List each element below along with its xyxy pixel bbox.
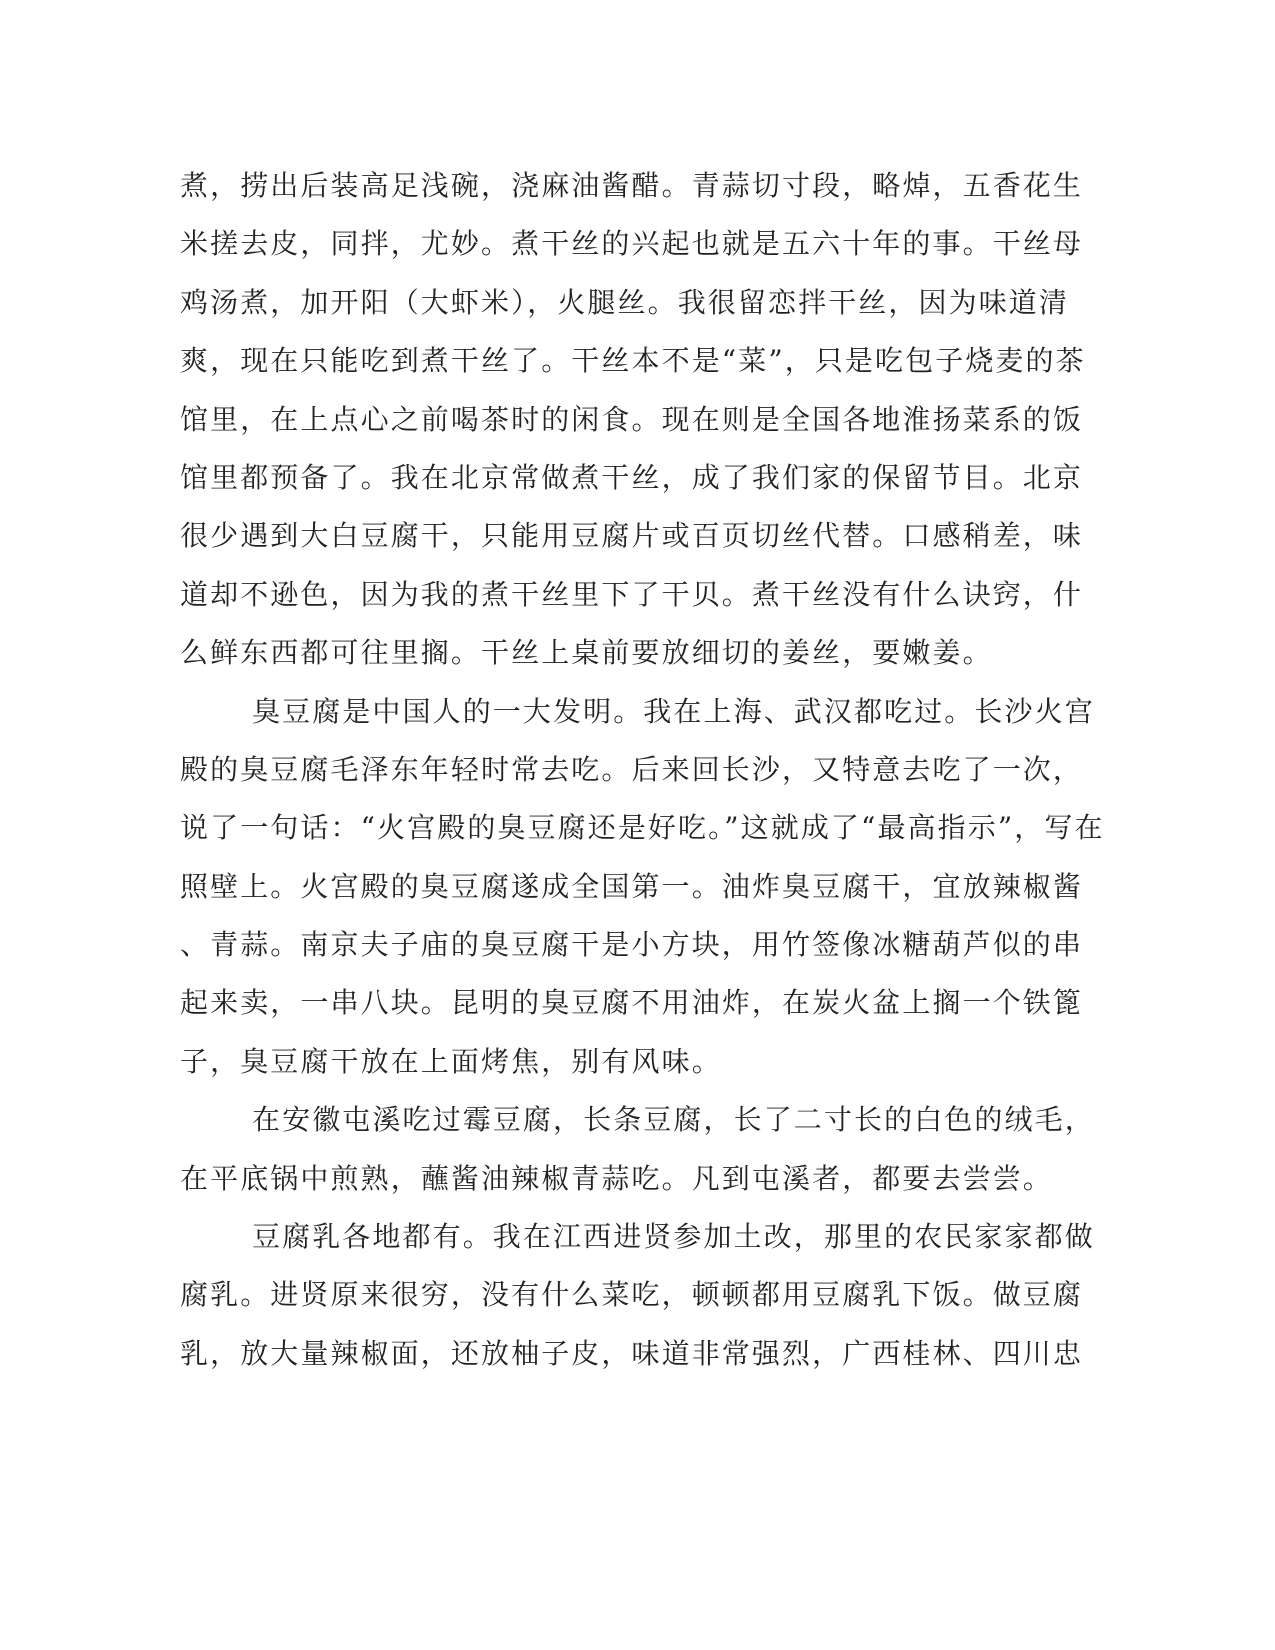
- text-line: 很少遇到大白豆腐干，只能用豆腐片或百页切丝代替。口感稍差，味: [180, 519, 1084, 553]
- paragraph-start-line: 臭豆腐是中国人的一大发明。我在上海、武汉都吃过。长沙火宫: [252, 694, 1095, 728]
- text-line: 道却不逊色，因为我的煮干丝里下了干贝。煮干丝没有什么诀窍，什: [180, 577, 1084, 611]
- text-line: 鸡汤煮，加开阳（大虾米），火腿丝。我很留恋拌干丝，因为味道清: [180, 285, 1070, 319]
- paragraph-start-line: 在安徽屯溪吃过霉豆腐，长条豆腐，长了二寸长的白色的绒毛，: [252, 1103, 1095, 1137]
- text-line: 照壁上。火宫殿的臭豆腐遂成全国第一。油炸臭豆腐干，宜放辣椒酱: [180, 869, 1084, 903]
- text-line: 子，臭豆腐干放在上面烤焦，别有风味。: [180, 1044, 722, 1078]
- text-line: 馆里都预备了。我在北京常做煮干丝，成了我们家的保留节目。北京: [180, 460, 1084, 494]
- text-line: 在平底锅中煎熟，蘸酱油辣椒青蒜吃。凡到屯溪者，都要去尝尝。: [180, 1161, 1053, 1195]
- text-line: 么鲜东西都可往里搁。干丝上桌前要放细切的姜丝，要嫩姜。: [180, 636, 993, 670]
- text-line: 爽，现在只能吃到煮干丝了。干丝本不是“菜”，只是吃包子烧麦的茶: [180, 344, 1086, 378]
- paragraph-start-line: 豆腐乳各地都有。我在江西进贤参加土改，那里的农民家家都做: [252, 1220, 1095, 1254]
- text-line: 馆里，在上点心之前喝茶时的闲食。现在则是全国各地淮扬菜系的饭: [180, 402, 1084, 436]
- text-line: 乳，放大量辣椒面，还放柚子皮，味道非常强烈，广西桂林、四川忠: [180, 1336, 1084, 1370]
- text-line: 米搓去皮，同拌，尤妙。煮干丝的兴起也就是五六十年的事。干丝母: [180, 227, 1084, 261]
- text-line: 腐乳。进贤原来很穷，没有什么菜吃，顿顿都用豆腐乳下饭。做豆腐: [180, 1278, 1084, 1312]
- text-line: 煮，捞出后装高足浅碗，浇麻油酱醋。青蒜切寸段，略焯，五香花生: [180, 169, 1084, 202]
- text-line: 、青蒜。南京夫子庙的臭豆腐干是小方块，用竹签像冰糖葫芦似的串: [180, 928, 1084, 962]
- body-text: [180, 157, 1105, 1383]
- text-line: 起来卖，一串八块。昆明的臭豆腐不用油炸，在炭火盆上搁一个铁篦: [180, 986, 1084, 1020]
- text-line: 殿的臭豆腐毛泽东年轻时常去吃。后来回长沙，又特意去吃了一次，: [180, 752, 1084, 786]
- text-line: 说了一句话：“火宫殿的臭豆腐还是好吃。”这就成了“最高指示”，写在: [180, 811, 1105, 845]
